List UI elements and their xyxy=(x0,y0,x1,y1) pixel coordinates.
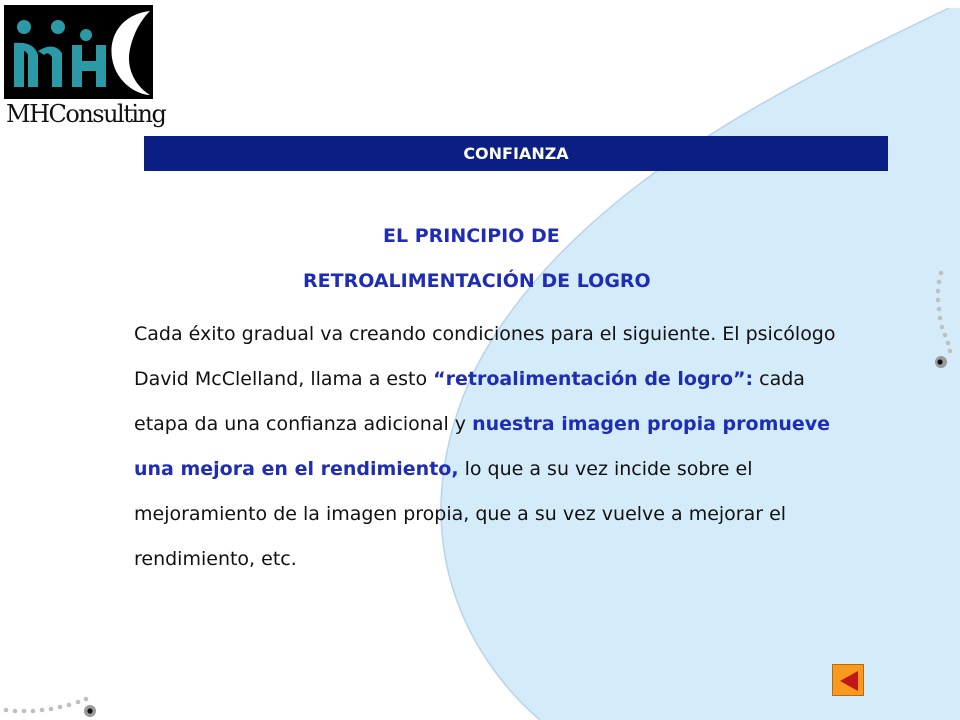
company-logo xyxy=(2,2,166,132)
dotted-chain-icon xyxy=(928,268,956,372)
dotted-chain-icon xyxy=(0,690,100,720)
body-text-1: Cada éxito gradual va creando condiciones para el siguiente. El psicólogo David McClelland, llama a esto xyxy=(134,323,836,390)
body-paragraph xyxy=(134,312,864,582)
left-triangle-icon xyxy=(833,665,865,697)
heading-line-1: EL PRINCIPIO DE xyxy=(383,225,560,247)
heading-line-2: RETROALIMENTACIÓN DE LOGRO xyxy=(303,270,651,292)
back-button[interactable] xyxy=(832,664,864,696)
section-title: CONFIANZA xyxy=(463,144,569,163)
logo-wordmark: MHConsulting xyxy=(6,100,166,128)
body-text-2: cada etapa da una confianza adicional y xyxy=(134,368,805,435)
body-highlight-2: nuestra imagen propia promueve una mejora en el rendimiento, xyxy=(134,413,831,480)
body-text-3: lo que a su vez incide sobre el mejoramiento de la imagen propia, que a su vez vuelve a mejorar el rendimiento, etc. xyxy=(134,458,787,570)
logo-mark xyxy=(4,5,153,99)
body-highlight-1: “retroalimentación de logro”: xyxy=(433,368,754,390)
section-title-bar xyxy=(144,136,888,171)
